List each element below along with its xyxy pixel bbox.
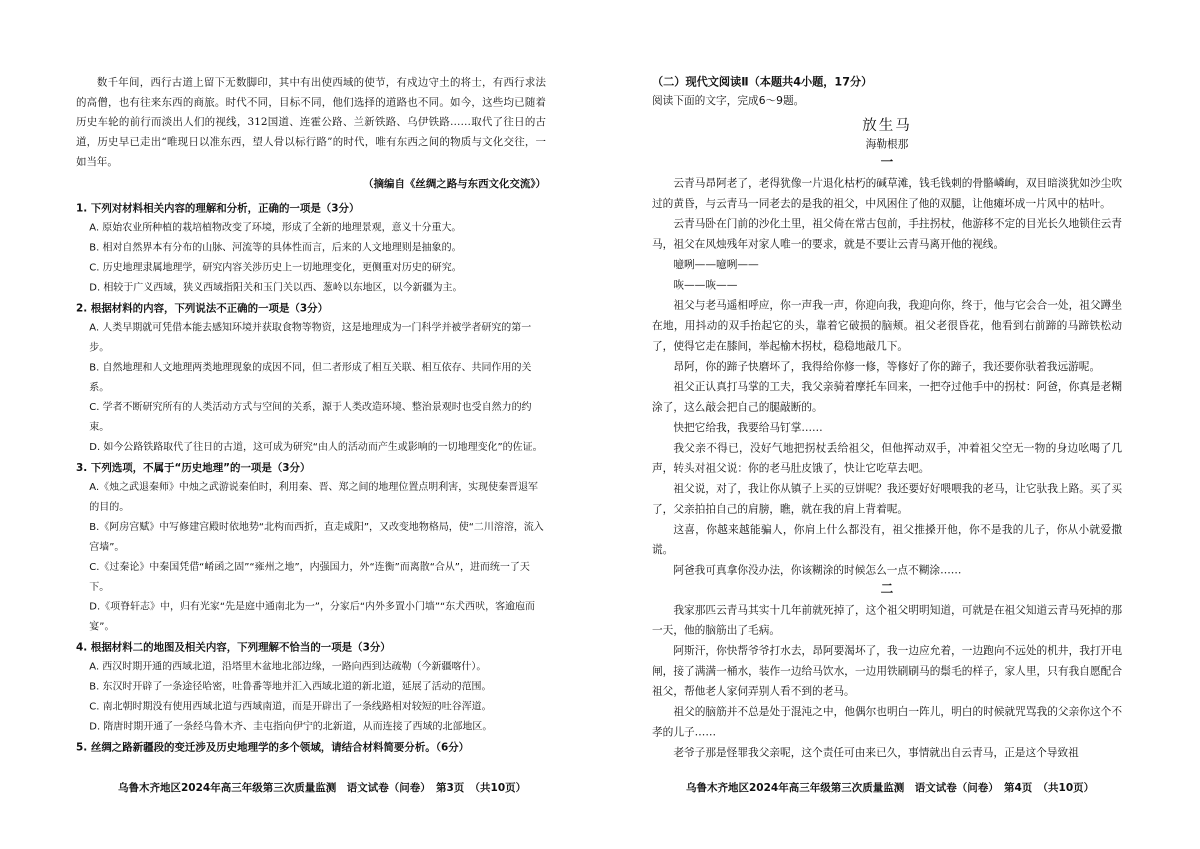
story-paragraph: 云青马昂阿老了，老得犹像一片退化枯朽的碱草滩，钱毛钱刺的骨骼嶙峋，双目暗淡犹如沙尘吹过的黄昏，与云青马一同老去的是我的祖父，中风困住了他的双腿，让他瘫坏成一片风中的枯叶。	[652, 176, 1122, 210]
question-5: 5. 丝绸之路新疆段的变迁涉及历史地理学的多个领域，请结合材料简要分析。（6分）	[76, 740, 470, 754]
story-author: 海勒根那	[865, 137, 909, 151]
option-c: C. 学者不断研究所有的人类活动方式与空间的关系，源于人类改造环境、整治景观时也受自然力的约束。	[89, 401, 532, 433]
option-b: B.《阿房宫赋》中写修建宫殿时依地势“北构而西折，直走咸阳”，又改变地物格局，使“二川溶溶，流入宫墙”。	[89, 521, 544, 553]
page-4	[652, 72, 1122, 763]
question-2	[76, 298, 546, 458]
story-title: 放生马	[862, 116, 912, 135]
story-paragraph: 快把它给我，我要给马钉掌……	[673, 421, 823, 434]
story-paragraph: 祖父说，对了，我让你从镇子上买的豆饼呢？我还要好好喂喂我的老马，让它驮我上路。买了买了，父亲拍拍自己的肩膀，瞧，就在我的肩上背着呢。	[652, 482, 1122, 516]
question-stem: 3. 下列选项，不属于“历史地理”的一项是（3分）	[76, 461, 311, 474]
page-3-footer: 乌鲁木齐地区2024年高三年级第三次质量监测 语文试卷（问卷） 第3页 （共10页）	[118, 782, 527, 794]
part-one-heading: 一	[880, 155, 894, 170]
option-a: A. 西汉时期开通的西域北道，沿塔里木盆地北部边缘，一路向西到达疏勒（今新疆喀什）。	[89, 661, 487, 673]
option-a: A.《烛之武退秦师》中烛之武游说秦伯时，利用秦、晋、郑之间的地理位置点明利害，实现使秦晋退军的目的。	[89, 481, 539, 513]
option-b: B. 自然地理和人文地理两类地理现象的成因不同，但二者形成了相互关联、相互依存、共同作用的关系。	[89, 361, 532, 394]
passage-text: 数千年间，西行古道上留下无数脚印，其中有出使西域的使节，有戍边守土的将士，有西行求法的高僧，也有往来东西的商旅。时代不同，目标不同，他们选择的道路也不同。如今，这些均已随着历史车轮的前行而淡出人们的视线，312国道、连霍公路、兰新铁路、乌伊铁路……取代了往日的古道，历史早已走出“唯现日以准东西，望人骨以标行路”的时代，唯有东西之间的物质与文化交往，一如当年。	[76, 75, 546, 168]
story-paragraph: 阿爸我可真拿你没办法，你该糊涂的时候怎么一点不糊涂……	[673, 563, 962, 577]
story-paragraph: 阿斯汗，你快帮爷爷打水去，昂阿要渴坏了，我一边应允着，一边跑向不远处的机井，我打开电闸，接了满满一桶水，装作一边给马饮水，一边用铁刷刷马的鬃毛的样子，家人里，只有我自愿配合祖父，帮他老人家伺弄别人看不到的老马。	[652, 644, 1122, 698]
part-two-heading: 二	[880, 582, 894, 597]
story-paragraph: 这喜，你越来越能骗人，你肩上什么都没有，祖父推搡开他，你不是我的儿子，你从小就爱撒谎。	[652, 523, 1122, 557]
page-3	[76, 72, 546, 757]
story-paragraph: 我家那匹云青马其实十几年前就死掉了，这个祖父明明知道，可就是在祖父知道云青马死掉的那一天，他的脑筋出了毛病。	[652, 603, 1122, 637]
question-3	[76, 458, 546, 638]
story-paragraph: 祖父的脑筋并不总是处于混沌之中，他偶尔也明白一阵儿，明白的时候就咒骂我的父亲你这个不孝的儿子……	[652, 705, 1122, 739]
story-paragraph: 云青马卧在门前的沙化土里，祖父倚在常古包前，手拄拐杖，他游移不定的目光长久地锁住云青马，祖父在风烛残年对家人唯一的要求，就是不要让云青马离开他的视线。	[652, 217, 1122, 251]
option-d: D. 如今公路铁路取代了往日的古道，这可成为研究“由人的活动而产生或影响的一切地理变化”的佐证。	[89, 441, 543, 453]
page-4-footer: 乌鲁木齐地区2024年高三年级第三次质量监测 语文试卷（问卷） 第4页 （共10页）	[686, 782, 1095, 794]
option-b: B. 相对自然界本有分布的山脉、河流等的具体性而言，后来的人文地理则是抽象的。	[89, 242, 462, 254]
option-c: C. 南北朝时期没有使用西域北道与西域南道，而是开辟出了一条线路相对较短的吐谷浑道。	[89, 700, 492, 713]
option-a: A. 原始农业所种植的栽培植物改变了环境，形成了全新的地理景观，意义十分重大。	[89, 222, 462, 234]
story-paragraph: 昂阿，你的蹄子快磨坏了，我得给你修一修，等修好了你的蹄子，我还要你驮着我远游呢。	[673, 360, 1101, 373]
story-paragraph: 老爷子那是怪罪我父亲呢，这个责任可由来已久，事情就出自云青马，正是这个导致祖	[673, 746, 1079, 759]
story-paragraph: 噫咧——噫咧——	[673, 258, 759, 271]
question-stem: 1. 下列对材料相关内容的理解和分析，正确的一项是（3分）	[76, 202, 360, 215]
option-c: C.《过秦论》中秦国凭借“崤函之固”“雍州之地”，内强国力，外“连衡”而离散“合从”，进而统一了天下。	[89, 561, 530, 593]
option-d: D. 相较于广义西域，狭义西域指阳关和玉门关以西、葱岭以东地区，以今新疆为主。	[89, 281, 463, 294]
question-1	[76, 198, 546, 298]
section-title: （二）现代文阅读Ⅱ（本题共4小题，17分）	[652, 74, 873, 89]
story-paragraph: 咴——咴——	[673, 278, 738, 292]
passage-source: （摘编自《丝绸之路与东西文化交流》）	[363, 177, 546, 190]
story-paragraph: 祖父与老马遥相呼应，你一声我一声，你迎向我，我迎向你，终于，他与它会合一处，祖父蹲坐在地，用抖动的双手抬起它的头，靠着它破损的脑颊。祖父老很昏花，他看到右前蹄的马蹄铁松动了，使得它走在膝间，举起榆木拐杖，稳稳地敲几下。	[652, 298, 1122, 353]
option-d: D.《项脊轩志》中，归有光家“先是庭中通南北为一”，分家后“内外多置小门墙”“东犬西吠，客逾庖而宴”。	[89, 601, 535, 633]
option-a: A. 人类早期就可凭借本能去感知环境并获取食物等物资，这是地理成为一门科学并被学者研究的第一步。	[89, 321, 532, 354]
question-stem: 2. 根据材料的内容，下列说法不正确的一项是（3分）	[76, 301, 329, 315]
option-c: C. 历史地理隶属地理学，研究内容关涉历史上一切地理变化，更侧重对历史的研究。	[89, 262, 462, 274]
question-4	[76, 637, 546, 737]
question-stem: 4. 根据材料二的地图及相关内容，下列理解不恰当的一项是（3分）	[76, 641, 391, 654]
story-paragraph: 我父亲不得已，没好气地把拐杖丢给祖父，但他挥动双手，冲着祖父空无一物的身边吆喝了几声，转头对祖父说：你的老马肚皮饿了，快让它吃草去吧。	[652, 441, 1122, 475]
option-b: B. 东汉时开辟了一条途径哈密，吐鲁番等地并汇入西域北道的新北道，延展了活动的范围。	[89, 680, 492, 693]
reading-instruction: 阅读下面的文字，完成6～9题。	[652, 94, 805, 107]
story-paragraph: 祖父正认真打马掌的工夫，我父亲骑着摩托车回来，一把夺过他手中的拐杖：阿爸，你真是老糊涂了，这么敲会把自己的腿敲断的。	[652, 380, 1122, 414]
option-d: D. 隋唐时期开通了一条经乌鲁木齐、圭屯指向伊宁的北新道，从而连接了西域的北部地区。	[89, 720, 493, 733]
